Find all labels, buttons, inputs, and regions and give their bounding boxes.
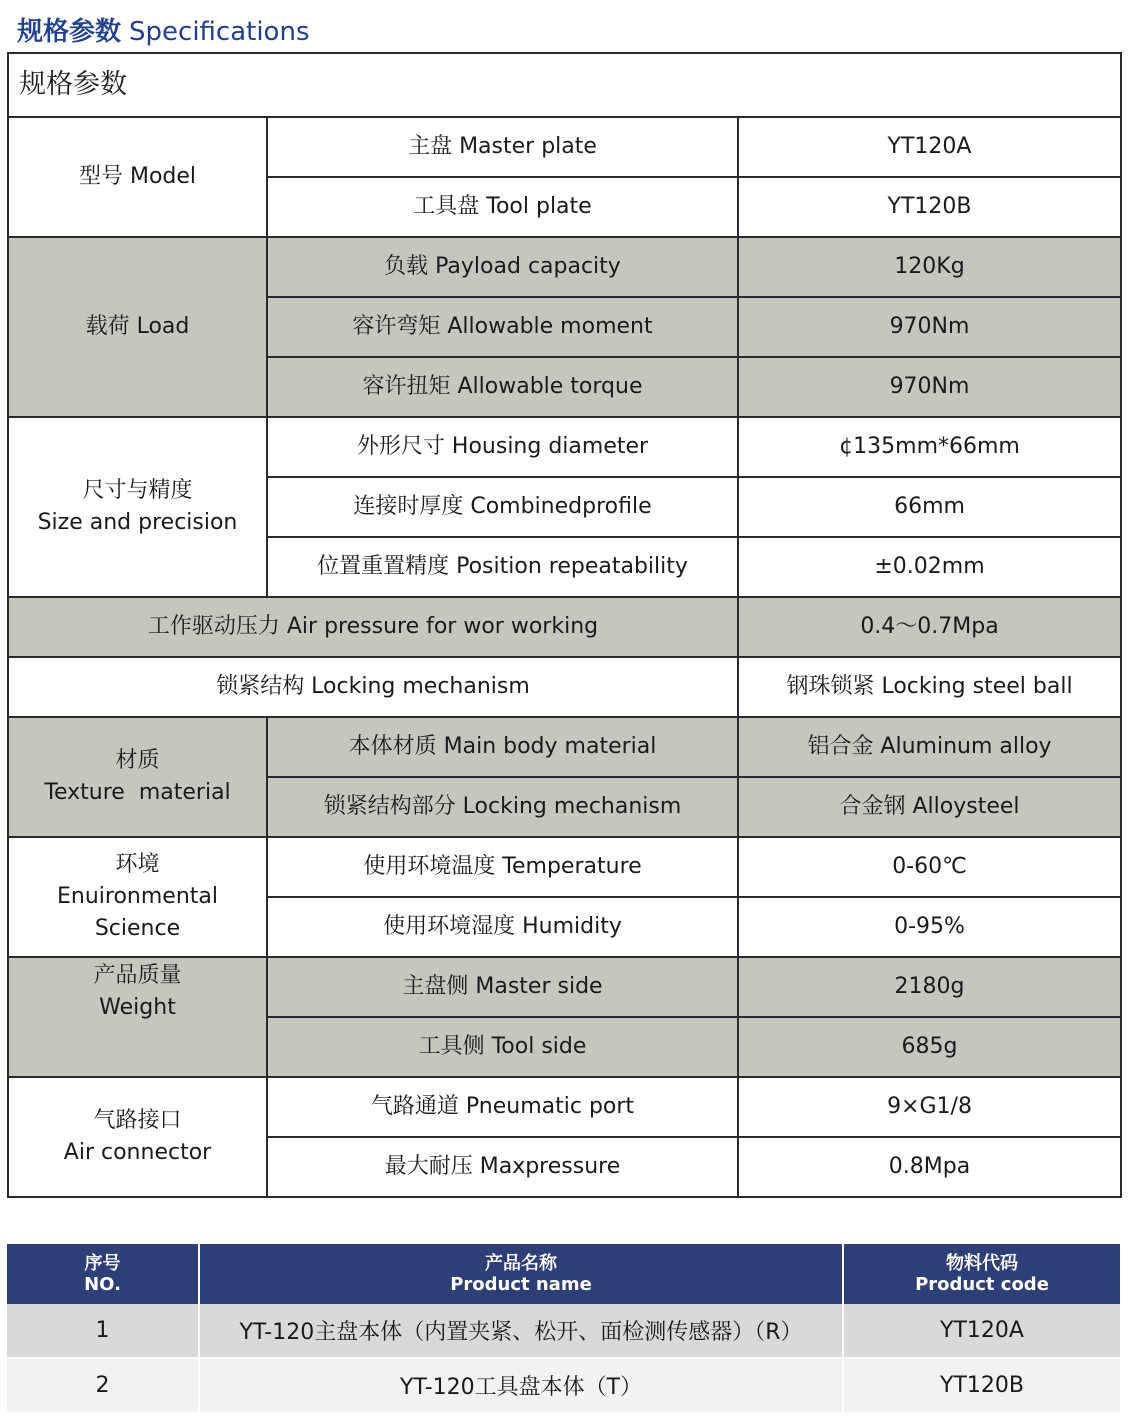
group-label-environment [8,837,267,957]
table-row [8,957,1121,1017]
group-label-size [8,417,267,597]
product-code: YT120B [843,1358,1120,1412]
spec-name: 容许扭矩 Allowable torque [267,357,738,417]
spec-value: 0-60℃ [738,837,1121,897]
spec-value: 0.8Mpa [738,1137,1121,1197]
product-no: 2 [7,1358,199,1412]
spec-value: YT120A [738,117,1121,177]
table-row [8,237,1121,297]
spec-name: 主盘 Master plate [267,117,738,177]
spec-value: 0.4～0.7Mpa [738,597,1121,657]
spec-value: 0-95% [738,897,1121,957]
group-label-load: 载荷 Load [8,237,267,417]
spec-name: 外形尺寸 Housing diameter [267,417,738,477]
header-no [7,1244,199,1304]
spec-value: 合金钢 Alloysteel [738,777,1121,837]
header-en: Product code [915,1274,1049,1295]
spec-value: 9×G1/8 [738,1077,1121,1137]
spec-name: 气路通道 Pneumatic port [267,1077,738,1137]
spec-value: 钢珠锁紧 Locking steel ball [738,657,1121,717]
spec-name: 连接时厚度 Combinedprofile [267,477,738,537]
spec-name: 工作驱动压力 Air pressure for wor working [8,597,738,657]
spec-value: 铝合金 Aluminum alloy [738,717,1121,777]
header-product-name [199,1244,843,1304]
product-no: 1 [7,1304,199,1358]
table-row [8,117,1121,177]
table-row [8,717,1121,777]
spec-name: 负载 Payload capacity [267,237,738,297]
product-name: YT-120主盘本体（内置夹紧、松开、面检测传感器）（R） [199,1304,843,1358]
spec-table-title: 规格参数 [8,53,1121,117]
group-label-en: Size and precision [37,510,238,535]
spec-value: 2180g [738,957,1121,1017]
header-cn: 物料代码 [946,1253,1018,1274]
spec-name: 使用环境温度 Temperature [267,837,738,897]
group-label-en: Enuironmental Science [57,884,218,941]
spec-value: 685g [738,1017,1121,1077]
product-table-header [7,1244,1120,1304]
header-cn: 产品名称 [485,1253,557,1274]
spec-title-row [8,53,1121,117]
group-label-material [8,717,267,837]
spec-value: ±0.02mm [738,537,1121,597]
product-table [7,1244,1120,1412]
spec-value: ¢135mm*66mm [738,417,1121,477]
spec-value: 970Nm [738,357,1121,417]
header-cn: 序号 [84,1253,121,1274]
group-label-en: Air connector [63,1140,212,1165]
spec-name: 工具盘 Tool plate [267,177,738,237]
spec-name: 使用环境湿度 Humidity [267,897,738,957]
table-row [8,837,1121,897]
table-row [8,1077,1121,1137]
group-label-model: 型号 Model [8,117,267,237]
table-row [8,597,1121,657]
header-product-code [843,1244,1120,1304]
table-row [7,1358,1120,1412]
spec-value: 66mm [738,477,1121,537]
page-heading [17,14,310,50]
header-en: Product name [450,1274,592,1295]
heading-cn: 规格参数 [17,17,122,47]
group-label-cn: 尺寸与精度 [82,478,193,503]
heading-en: Specifications [129,17,310,47]
spec-name: 容许弯矩 Allowable moment [267,297,738,357]
group-label-en: Weight [99,995,176,1020]
header-en: NO. [84,1274,121,1295]
group-label-en: Texture material [44,780,231,805]
spec-value: YT120B [738,177,1121,237]
spec-name: 位置重置精度 Position repeatability [267,537,738,597]
group-label-cn: 材质 [115,748,160,773]
specifications-table [7,52,1122,1198]
group-label-cn: 环境 [115,852,160,877]
product-name: YT-120工具盘本体（T） [199,1358,843,1412]
group-label-weight [8,957,267,1077]
spec-value: 970Nm [738,297,1121,357]
table-row [8,417,1121,477]
spec-name: 本体材质 Main body material [267,717,738,777]
spec-name: 锁紧结构 Locking mechanism [8,657,738,717]
group-label-air-connector [8,1077,267,1197]
spec-name: 主盘侧 Master side [267,957,738,1017]
group-label-cn: 产品质量 [93,963,182,988]
spec-name: 最大耐压 Maxpressure [267,1137,738,1197]
spec-name: 工具侧 Tool side [267,1017,738,1077]
table-row [8,657,1121,717]
spec-name: 锁紧结构部分 Locking mechanism [267,777,738,837]
group-label-cn: 气路接口 [93,1108,182,1133]
spec-value: 120Kg [738,237,1121,297]
product-code: YT120A [843,1304,1120,1358]
table-row [7,1304,1120,1358]
